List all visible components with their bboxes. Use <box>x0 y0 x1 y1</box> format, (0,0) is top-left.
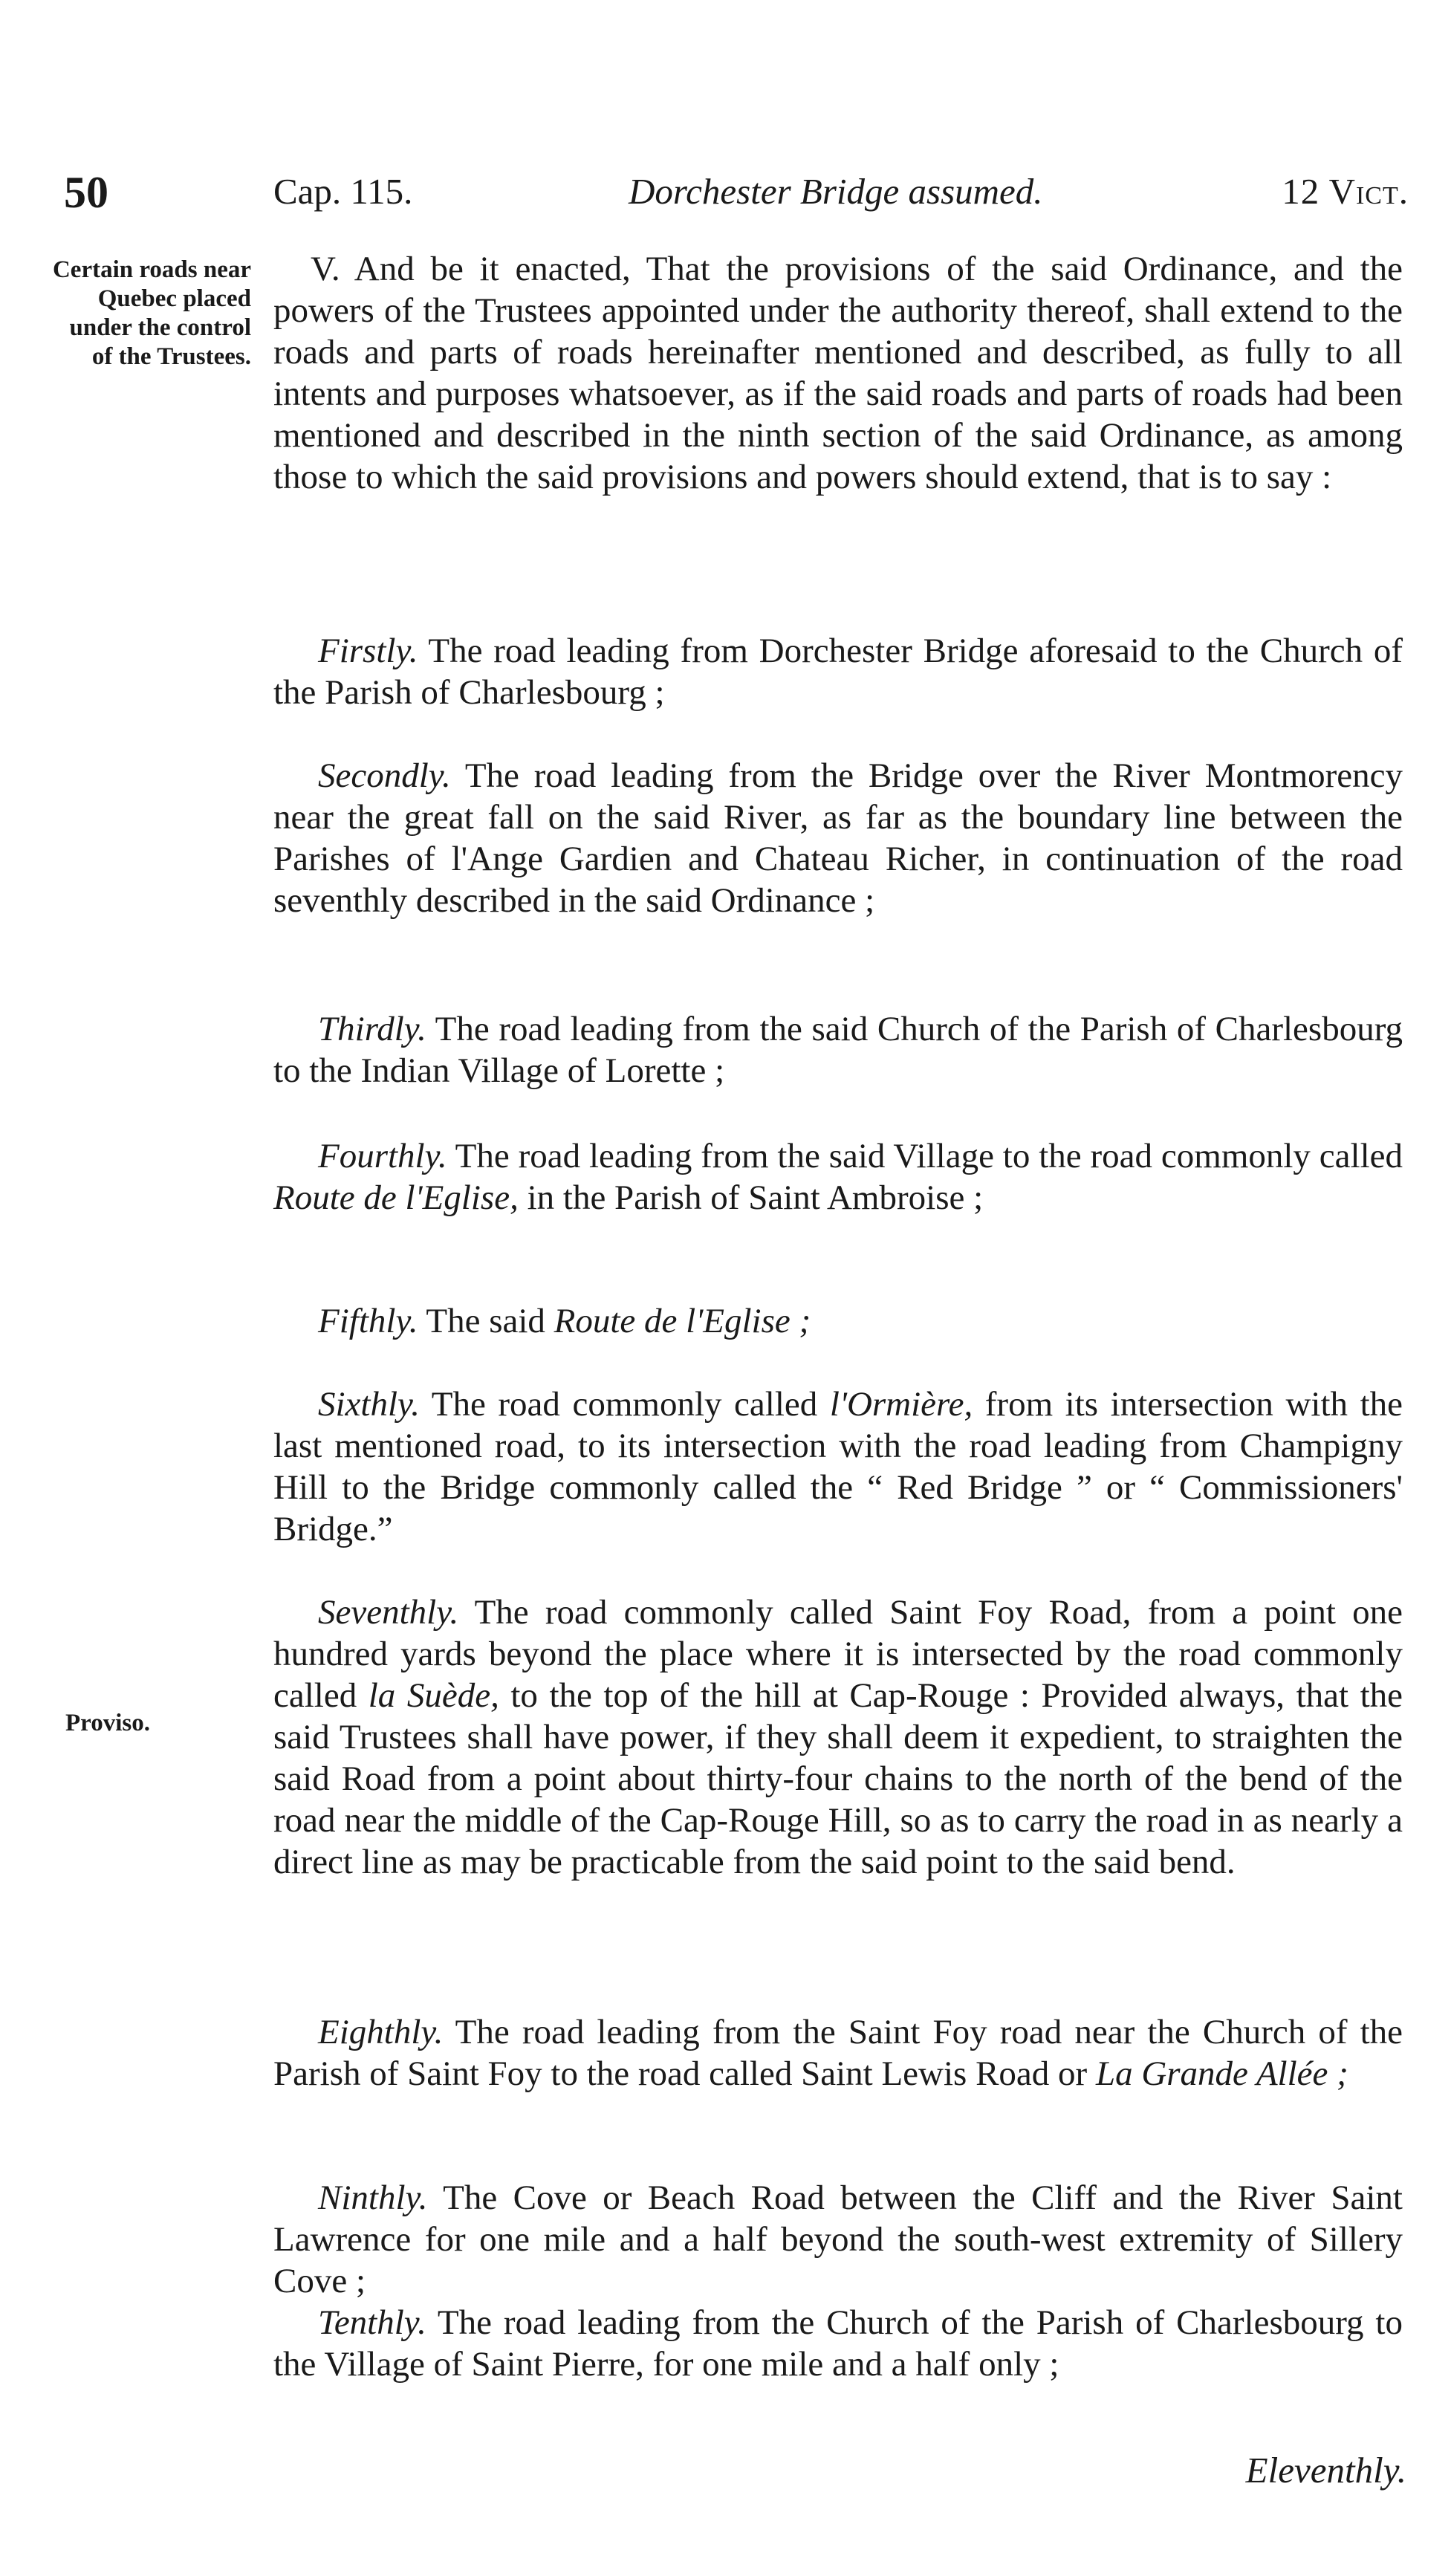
clause-text: The road commonly called <box>420 1385 830 1424</box>
clause-text: to the top of the hill at Cap-Rouge : Provided always, that the said Trustees shall have power, if they shall deem it expedient, to straighten the said Road from a point about thirty-four chains to the north of the bend of the road near the middle of the Cap-Rouge Hill, so as to carry the road in as nearly a direct line as may be practicable from the said point to the said bend. <box>273 1676 1403 1881</box>
page-number: 50 <box>64 168 108 217</box>
clause-text: The road leading from the Saint Foy road near the Church of the Parish of Saint Foy to the road called Saint Lewis Road or <box>273 2013 1403 2093</box>
clause-text: The said <box>418 1302 554 1340</box>
clause-eighthly <box>273 2011 1403 2095</box>
clause-ordinal: Fifthly. <box>318 1302 418 1340</box>
clause-fourthly <box>273 1135 1403 1219</box>
clause-text: The road leading from the Bridge over the River Montmorency near the great fall on the said River, as far as the boundary line between the Parishes of l'Ange Gardien and Chateau Richer, in continuation of the road seventhly described in the said Ordinance ; <box>273 756 1403 920</box>
clause-ordinal: Tenthly. <box>318 2303 426 2342</box>
clause-sixthly <box>273 1383 1403 1550</box>
running-title: Dorchester Bridge assumed. <box>629 171 1043 212</box>
clause-secondly <box>273 755 1403 921</box>
clause-ordinal: Thirdly. <box>318 1010 426 1048</box>
clause-ordinal: Seventhly. <box>318 1593 459 1632</box>
catchword: Eleventhly. <box>1245 2450 1406 2491</box>
chapter-label: Cap. 115. <box>273 171 413 212</box>
clause-text: from its intersection with the last mentioned road, to its intersection with the road leading from Champigny Hill to the Bridge commonly called the “ Red Bridge ” or “ Commissioners' Bridge.” <box>273 1385 1403 1548</box>
running-header <box>64 167 1409 219</box>
clause-text: The road leading from Dorchester Bridge aforesaid to the Church of the Parish of Charlesbourg ; <box>273 632 1403 712</box>
clause-tenthly <box>273 2302 1403 2385</box>
margin-note-proviso: Proviso. <box>65 1710 150 1736</box>
clause-text: The road leading from the Church of the Parish of Charlesbourg to the Village of Saint Pierre, for one mile and a half only ; <box>273 2303 1403 2384</box>
clause-fifthly <box>273 1300 1403 1342</box>
clause-seventhly <box>273 1592 1403 1883</box>
clause-text: The road commonly called Saint Foy Road, from a point one hundred yards beyond the place where it is intersected by the road commonly called <box>273 1593 1403 1715</box>
clause-ordinal: Ninthly. <box>318 2178 428 2217</box>
clause-italic-text: la Suède, <box>368 1676 499 1715</box>
clause-ordinal: Fourthly. <box>318 1137 447 1175</box>
clause-text: The road leading from the said Village to the road commonly called <box>447 1137 1403 1175</box>
clause-text: The road leading from the said Church of the Parish of Charlesbourg to the Indian Village of Lorette ; <box>273 1010 1403 1090</box>
clause-firstly <box>273 630 1403 713</box>
clause-ordinal: Eighthly. <box>318 2013 444 2051</box>
section-v-text: V. And be it enacted, That the provisions of the said Ordinance, and the powers of the Trustees appointed under the authority thereof, shall extend to the roads and parts of roads hereinafter mentioned and described, as fully to all intents and purposes whatsoever, as if the said roads and parts of roads had been mentioned and described in the ninth section of the said Ordinance, as among those to which the said provisions and powers should extend, that is to say : <box>273 250 1403 496</box>
clause-italic-text: l'Ormière, <box>829 1385 973 1424</box>
clause-italic-text: Route de l'Eglise, <box>273 1178 519 1217</box>
clause-ordinal: Secondly. <box>318 756 451 795</box>
clause-text: in the Parish of Saint Ambroise ; <box>518 1178 984 1217</box>
clause-ordinal: Firstly. <box>318 632 418 670</box>
regnal-year: 12 Vict. <box>1282 171 1409 212</box>
clause-text: The Cove or Beach Road between the Cliff and the River Saint Lawrence for one mile and a half beyond the south-west extremity of Sillery Cove ; <box>273 2178 1403 2300</box>
margin-note-certain-roads: Certain roads near Quebec placed under the control of the Trustees. <box>52 256 251 370</box>
section-v-paragraph <box>273 248 1403 498</box>
clause-ordinal: Sixthly. <box>318 1385 421 1424</box>
clause-ninthly <box>273 2177 1403 2302</box>
clause-thirdly <box>273 1008 1403 1091</box>
clause-italic-text: La Grande Allée ; <box>1095 2054 1348 2093</box>
clause-italic-text: Route de l'Eglise ; <box>554 1302 811 1340</box>
